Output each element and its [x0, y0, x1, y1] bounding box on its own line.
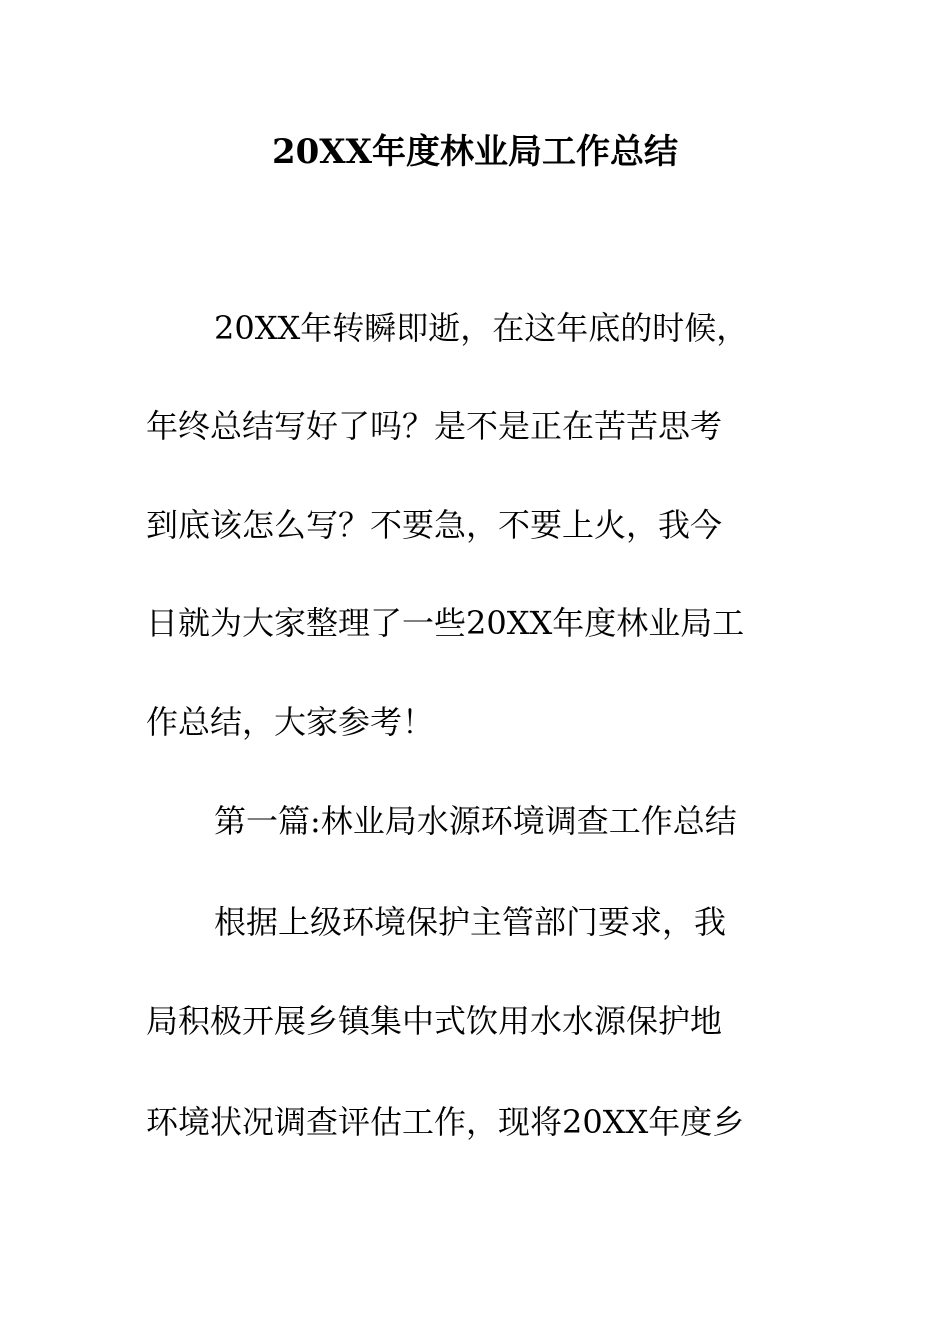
paragraph-line: 环境状况调查评估工作，现将20XX年度乡 — [146, 1103, 745, 1141]
paragraph-line: 到底该怎么写？不要急，不要上火，我今 — [146, 506, 723, 544]
section-heading: 第一篇:林业局水源环境调查工作总结 — [214, 802, 737, 840]
paragraph-line: 日就为大家整理了一些20XX年度林业局工 — [146, 604, 745, 642]
paragraph-line: 年终总结写好了吗？是不是正在苦苦思考 — [146, 407, 723, 445]
paragraph-line: 作总结，大家参考！ — [146, 703, 435, 741]
paragraph-line: 局积极开展乡镇集中式饮用水水源保护地 — [146, 1002, 723, 1040]
paragraph-line: 20XX年转瞬即逝，在这年底的时候， — [214, 309, 749, 347]
paragraph-line: 根据上级环境保护主管部门要求，我 — [214, 903, 727, 941]
document-title: 20XX年度林业局工作总结 — [271, 132, 679, 172]
